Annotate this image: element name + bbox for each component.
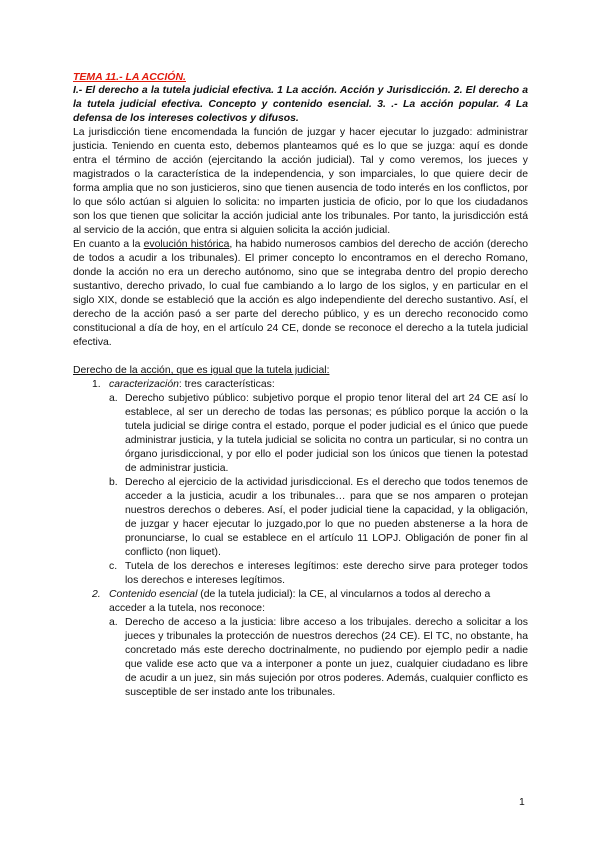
chapter-subtitle: I.- El derecho a la tutela judicial efectiva. 1 La acción. Acción y Jurisdicción. 2. El derecho a la tutela judicial efectiva. Concepto y contenido esencial. 3. .- La acción popular. 4 La defensa de los intereses colectivos y difusos.: [73, 85, 528, 124]
subitem-1c-text: Tutela de los derechos e intereses legítimos: este derecho sirve para proteger todos los derechos e intereses legítimos.: [125, 561, 528, 586]
list-item-2-number: 2.: [92, 589, 101, 600]
subitem-1b-text: Derecho al ejercicio de la actividad jurisdiccional. Es el derecho que todos tenemos de acceder a la justicia, acudir a los tribunales… para que se nos amparen o protejan nuestros derechos o deberes. Así, el poder judicial tiene la capacidad, y la obligación, de juzgar y hacer ejecutar lo juzgado,por lo que no pueden abstenerse a la hora de pronunciarse, lo cual se establece en el artículo 11 LOPJ. Obligación de poner fin al conflicto (non liquet).: [125, 477, 528, 558]
list-item-2-after: (de la tutela judicial): la CE, al vincularnos a todos al derecho a acceder a la tutela, nos reconoce:: [109, 589, 491, 614]
subitem-1a-text: Derecho subjetivo público: subjetivo porque el propio tenor literal del art 24 CE así lo establece, al ser un derecho de todas las personas; es público porque la acción o la tutela judicial se dirige contra el estado, porque el poder judicial es el único que puede administrar justicia, y la tutela judicial se solicita no contra un particular, si no contra un órgano jurisdiccional, y por ello el poder judicial son los únicos que tienen la potestad de administrar justicia.: [125, 393, 528, 474]
subitem-1a: [109, 392, 528, 476]
subitem-2a-number: a.: [109, 617, 118, 628]
page-number: 1: [519, 797, 525, 808]
list-item-1-number: 1.: [92, 379, 101, 390]
list-item-2: [73, 588, 528, 700]
intro-p2-post: , ha habido numerosos cambios del derecho de acción (derecho de todos a acudir a los tribunales). El primer concepto lo encontramos en el derecho Romano, donde la acción no era un derecho autónomo, sino que se integraba dentro del propio derecho sustantivo, derecho privado, lo cual fue cambiando a lo largo de los siglos, y en particular en el siglo XIX, donde se estableció que la acción es algo independiente del derecho sustantivo. Así, el derecho de la acción pasó a ser parte del derecho público, y es un derecho reconocido como constitucional a día de hoy, en el artículo 24 CE, donde se reconoce el derecho a la tutela judicial efectiva.: [73, 239, 528, 348]
list-item-2-sublist: [109, 616, 528, 700]
subitem-1b-number: b.: [109, 477, 118, 488]
list-item-1-sublist: [109, 392, 528, 588]
list-item-1-label: caracterización: [109, 379, 179, 390]
subitem-2a: [109, 616, 528, 700]
intro-paragraph-2: [73, 238, 528, 350]
chapter-title: TEMA 11.- LA ACCIÓN.: [73, 71, 186, 83]
subitem-1b: [109, 476, 528, 560]
list-item-2-label: Contenido esencial: [109, 589, 198, 600]
list-item-1: [73, 378, 528, 588]
list-item-1-after: : tres características:: [178, 379, 275, 390]
subitem-1c-number: c.: [109, 561, 118, 572]
subitem-1a-number: a.: [109, 393, 118, 404]
evolucion-historica-link: evolución histórica: [143, 239, 230, 250]
section-title: Derecho de la acción, que es igual que la tutela judicial:: [73, 365, 330, 376]
subitem-1c: [109, 560, 528, 588]
document-content: [73, 71, 528, 700]
intro-p2-pre: En cuanto a la: [73, 239, 144, 250]
spacer: [73, 350, 528, 364]
subitem-2a-text: Derecho de acceso a la justicia: libre acceso a los tribujales. derecho a solicitar a los jueces y tribunales la protección de nuestros derechos (24 CE). El TC, no obstante, ha concretado más este derecho doctrinalmente, no pudiendo por ejemplo pedir a nadie que valide ese acto que va a interponer a ponte un juez, cualquier ciudadano es libre de acudir a un juez, sin más sujeción por otros poderes. Además, cualquier conflicto es susceptible de ser instado ante los tribunales.: [125, 617, 528, 698]
intro-paragraph-1: La jurisdicción tiene encomendada la función de juzgar y hacer ejecutar lo juzgado: administrar justicia. Teniendo en cuenta esto, debemos planteamos qué es lo que se juzga: aquí es donde entra el término de acción (ejercitando la acción judicial). Tal y como veremos, los jueces y magistrados o la característica de la independencia, y son imparciales, lo que quiere decir de forma amplia que no son justicieros, sino que tienen ausencia de todo interés en los conflictos, por lo que sólo actúan si alguien lo solicita: no imparten justicia de oficio, por lo que los ciudadanos son los que tienen que solicitar la acción judicial ante los tribunales. Por tanto, la jurisdicción está al servicio de la acción, que entra si alguien solicita la acción judicial.: [73, 127, 528, 236]
main-list: [73, 378, 528, 700]
